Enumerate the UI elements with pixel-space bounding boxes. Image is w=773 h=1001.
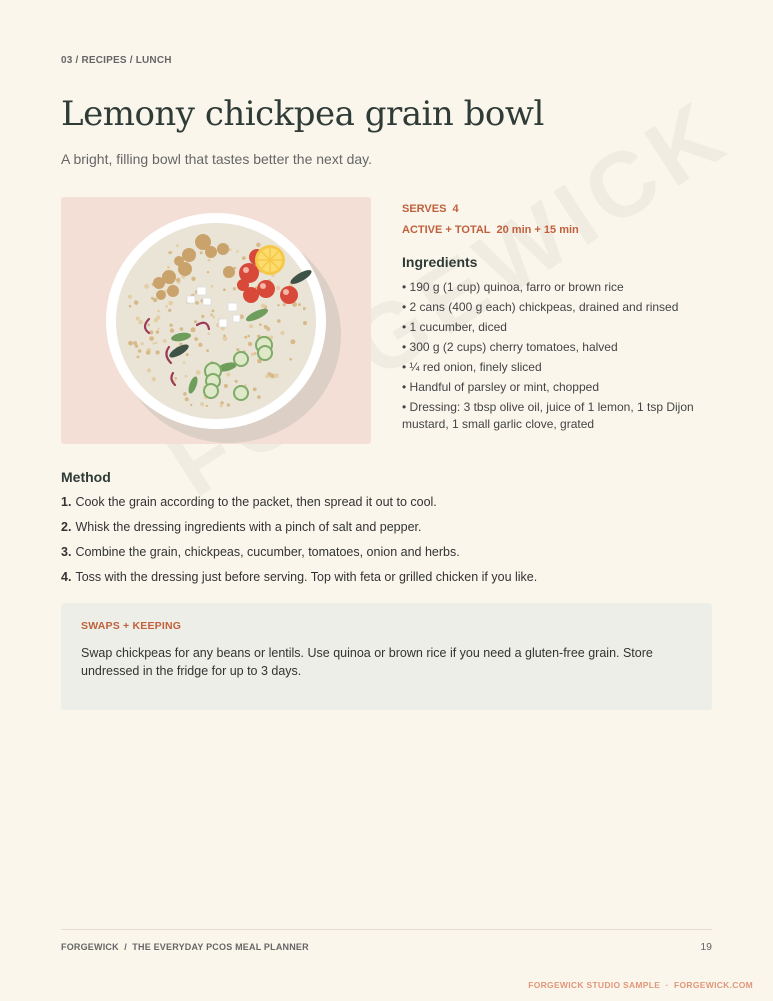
ingredient-item: • Handful of parsley or mint, chopped xyxy=(402,379,722,396)
step-number: 1. xyxy=(61,495,72,509)
page-number: 19 xyxy=(700,941,712,953)
ingredient-item: • 300 g (2 cups) cherry tomatoes, halved xyxy=(402,339,722,356)
step-text: Toss with the dressing just before serving. Top with feta or grilled chicken if you like. xyxy=(75,570,538,584)
serves-label: SERVES xyxy=(402,203,447,215)
step-text: Combine the grain, chickpeas, cucumber, tomatoes, onion and herbs. xyxy=(75,545,460,559)
ingredients-list xyxy=(402,279,722,436)
ingredient-item: • 190 g (1 cup) quinoa, farro or brown rice xyxy=(402,279,722,296)
method-heading: Method xyxy=(61,469,111,485)
step-number: 4. xyxy=(61,570,72,584)
grain-bowl-illustration xyxy=(61,197,371,444)
serves-info xyxy=(402,203,459,215)
ingredient-item: • Dressing: 3 tbsp olive oil, juice of 1 lemon, 1 tsp Dijon mustard, 1 small garlic clove, grated xyxy=(402,399,722,433)
step-text: Cook the grain according to the packet, then spread it out to cool. xyxy=(75,495,437,509)
ingredients-heading: Ingredients xyxy=(402,254,478,270)
step-number: 3. xyxy=(61,545,72,559)
swaps-title: SWAPS + KEEPING xyxy=(81,620,182,632)
footer-divider xyxy=(61,929,712,930)
method-steps xyxy=(61,494,721,594)
ingredient-item: • 1 cucumber, diced xyxy=(402,319,722,336)
time-value: 20 min + 15 min xyxy=(496,224,579,236)
time-info xyxy=(402,224,579,236)
serves-value: 4 xyxy=(452,203,459,215)
method-step xyxy=(61,519,721,536)
time-label: ACTIVE + TOTAL xyxy=(402,224,491,236)
page-subtitle: A bright, filling bowl that tastes better the next day. xyxy=(61,151,373,167)
step-text: Whisk the dressing ingredients with a pinch of salt and pepper. xyxy=(75,520,422,534)
page-title: Lemony chickpea grain bowl xyxy=(61,94,544,134)
method-step xyxy=(61,569,721,586)
footer-book-title: FORGEWICK / THE EVERYDAY PCOS MEAL PLANNER xyxy=(61,942,309,952)
swaps-text: Swap chickpeas for any beans or lentils. Use quinoa or brown rice if you need a gluten-free grain. Store undressed in the fridge for up to 3 days. xyxy=(81,646,653,678)
method-step xyxy=(61,544,721,561)
breadcrumb: 03 / RECIPES / LUNCH xyxy=(61,55,172,66)
swaps-callout xyxy=(61,603,712,710)
recipe-illustration xyxy=(61,197,371,444)
sample-note: FORGEWICK STUDIO SAMPLE · FORGEWICK.COM xyxy=(528,980,753,990)
ingredient-item: • 2 cans (400 g each) chickpeas, drained and rinsed xyxy=(402,299,722,316)
method-step xyxy=(61,494,721,511)
ingredient-item: • ¼ red onion, finely sliced xyxy=(402,359,722,376)
step-number: 2. xyxy=(61,520,72,534)
